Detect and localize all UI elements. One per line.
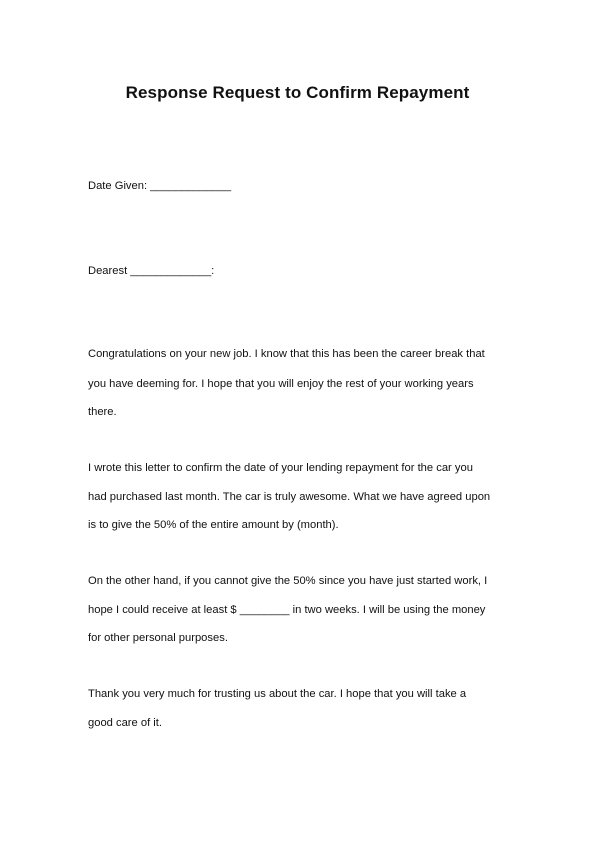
paragraph-line: Thank you very much for trusting us about the car. I hope that you will take a <box>88 688 467 700</box>
paragraph-line: is to give the 50% of the entire amount by (month). <box>88 519 339 531</box>
paragraph-line: On the other hand, if you cannot give the 50% since you have just started work, I <box>88 575 488 587</box>
paragraph-line: for other personal purposes. <box>88 632 228 644</box>
paragraph-line: there. <box>88 406 117 418</box>
salutation-line: Dearest _____________: <box>88 265 215 277</box>
paragraph-line: I wrote this letter to confirm the date of your lending repayment for the car you <box>88 462 473 474</box>
date-given-line: Date Given: _____________ <box>88 180 232 192</box>
paragraph-line: Congratulations on your new job. I know that this has been the career break that <box>88 348 485 360</box>
paragraph-line: hope I could receive at least $ ________ in two weeks. I will be using the money <box>88 604 486 616</box>
paragraph-line: had purchased last month. The car is truly awesome. What we have agreed upon <box>88 491 491 503</box>
paragraph-line: good care of it. <box>88 717 163 729</box>
paragraph-line: you have deeming for. I hope that you will enjoy the rest of your working years <box>88 378 474 390</box>
document-title: Response Request to Confirm Repayment <box>125 83 470 102</box>
